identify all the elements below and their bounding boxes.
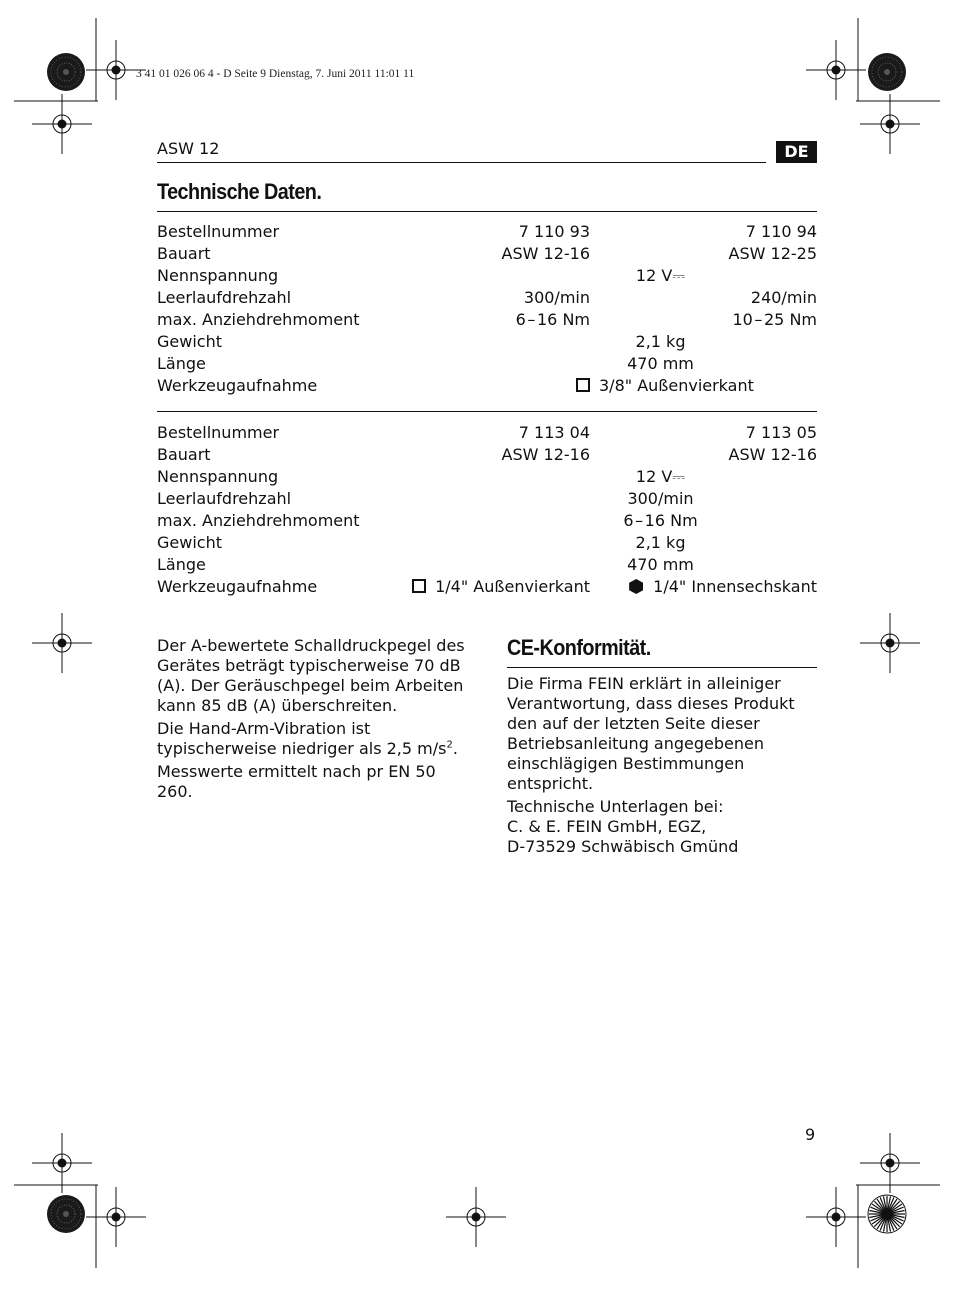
ce-doc-line: D-73529 Schwäbisch Gmünd	[507, 837, 739, 856]
table-row	[157, 510, 817, 532]
value-shared: 2,1 kg	[635, 533, 686, 552]
square-drive-icon	[412, 579, 426, 593]
row-label: Bauart	[157, 445, 211, 464]
table-row	[157, 532, 817, 554]
ce-rule	[507, 667, 817, 668]
noise-paragraph: Der A-bewertete Schalldruckpegel des Gerätes beträgt typischerweise 70 dB (A). Der Geräuschpegel beim Arbeiten kann 85 dB (A) überschreiten.	[157, 636, 465, 715]
spec-table-1	[157, 221, 817, 397]
table-row	[157, 243, 817, 265]
table-row	[157, 444, 817, 466]
value-shared: 3/8" Außenvierkant	[599, 376, 754, 395]
row-label: Bestellnummer	[157, 423, 280, 442]
section-rule	[157, 211, 817, 212]
ce-doc-line: C. & E. FEIN GmbH, EGZ,	[507, 817, 707, 836]
value-col1: ASW 12-16	[501, 445, 590, 464]
row-label: Nennspannung	[157, 266, 279, 285]
page-number: 9	[805, 1125, 816, 1144]
ce-documentation	[507, 797, 821, 857]
row-label: max. Anziehdrehmoment	[157, 511, 360, 530]
table-row	[157, 353, 817, 375]
row-label: Nennspannung	[157, 467, 279, 486]
value-shared-wrap	[576, 375, 754, 397]
value-col2: ASW 12-25	[728, 244, 817, 263]
print-info: 3 41 01 026 06 4 - D Seite 9 Dienstag, 7. Juni 2011 11:01 11	[136, 68, 415, 80]
row-label: Bauart	[157, 244, 211, 263]
hex-socket-icon	[629, 579, 643, 594]
vibration-paragraph	[157, 719, 469, 759]
section-title-ce: CE-Konformität.	[507, 635, 651, 660]
row-label: Leerlaufdrehzahl	[157, 288, 292, 307]
row-label: Länge	[157, 354, 206, 373]
header-rule	[157, 162, 766, 163]
table-row	[157, 287, 817, 309]
value-shared: 470 mm	[627, 555, 694, 574]
table-row	[157, 331, 817, 353]
vibration-text-end: .	[452, 739, 458, 758]
value-col2: 10 – 25 Nm	[732, 310, 817, 329]
table-divider	[157, 411, 817, 412]
row-label: Gewicht	[157, 332, 222, 351]
value-col1: 1/4" Außenvierkant	[435, 577, 590, 596]
value-col1: ASW 12-16	[501, 244, 590, 263]
table-row	[157, 466, 817, 488]
table-row	[157, 422, 817, 444]
row-label: Bestellnummer	[157, 222, 280, 241]
table-row	[157, 375, 817, 397]
value-col1-wrap	[412, 576, 590, 598]
row-label: Länge	[157, 555, 206, 574]
row-label: Gewicht	[157, 533, 222, 552]
value-shared: 12 V⎓	[635, 266, 686, 285]
table-row	[157, 576, 817, 598]
value-shared: 300/min	[627, 489, 694, 508]
row-label: Werkzeugaufnahme	[157, 577, 318, 596]
value-col2: 7 113 05	[745, 423, 817, 442]
ce-text	[507, 674, 821, 860]
table-row	[157, 309, 817, 331]
value-col1: 7 110 93	[518, 222, 590, 241]
header-title: ASW 12	[157, 139, 220, 158]
value-col2: ASW 12-16	[728, 445, 817, 464]
ce-doc-line: Technische Unterlagen bei:	[507, 797, 724, 816]
value-col1: 300/min	[523, 288, 590, 307]
value-col2: 1/4" Innensechskant	[653, 577, 817, 596]
value-shared: 470 mm	[627, 354, 694, 373]
spec-table-2	[157, 422, 817, 598]
section-title-technische-daten: Technische Daten.	[157, 179, 322, 204]
value-col1: 7 113 04	[518, 423, 590, 442]
row-label: Leerlaufdrehzahl	[157, 489, 292, 508]
noise-vibration-text	[157, 636, 469, 805]
ce-declaration: Die Firma FEIN erklärt in alleiniger Verantwortung, dass dieses Produkt den auf der letzten Seite dieser Betriebsanleitung angegebenen einschlägigen Bestimmungen entspricht.	[507, 674, 795, 793]
language-badge: DE	[776, 141, 817, 163]
table-row	[157, 221, 817, 243]
value-col2-wrap	[629, 576, 817, 598]
value-col2: 7 110 94	[745, 222, 817, 241]
value-col2: 240/min	[750, 288, 817, 307]
value-shared: 12 V⎓	[635, 467, 686, 486]
value-shared: 2,1 kg	[635, 332, 686, 351]
table-row	[157, 265, 817, 287]
row-label: max. Anziehdrehmoment	[157, 310, 360, 329]
table-row	[157, 488, 817, 510]
measurement-paragraph: Messwerte ermittelt nach pr EN 50 260.	[157, 762, 436, 801]
row-label: Werkzeugaufnahme	[157, 376, 318, 395]
square-drive-icon	[576, 378, 590, 392]
value-col1: 6 – 16 Nm	[515, 310, 590, 329]
table-row	[157, 554, 817, 576]
superscript: 2	[446, 739, 453, 751]
vibration-text: Die Hand-Arm-Vibration ist typischerweise niedriger als 2,5 m/s	[157, 719, 447, 758]
value-shared: 6 – 16 Nm	[623, 511, 698, 530]
